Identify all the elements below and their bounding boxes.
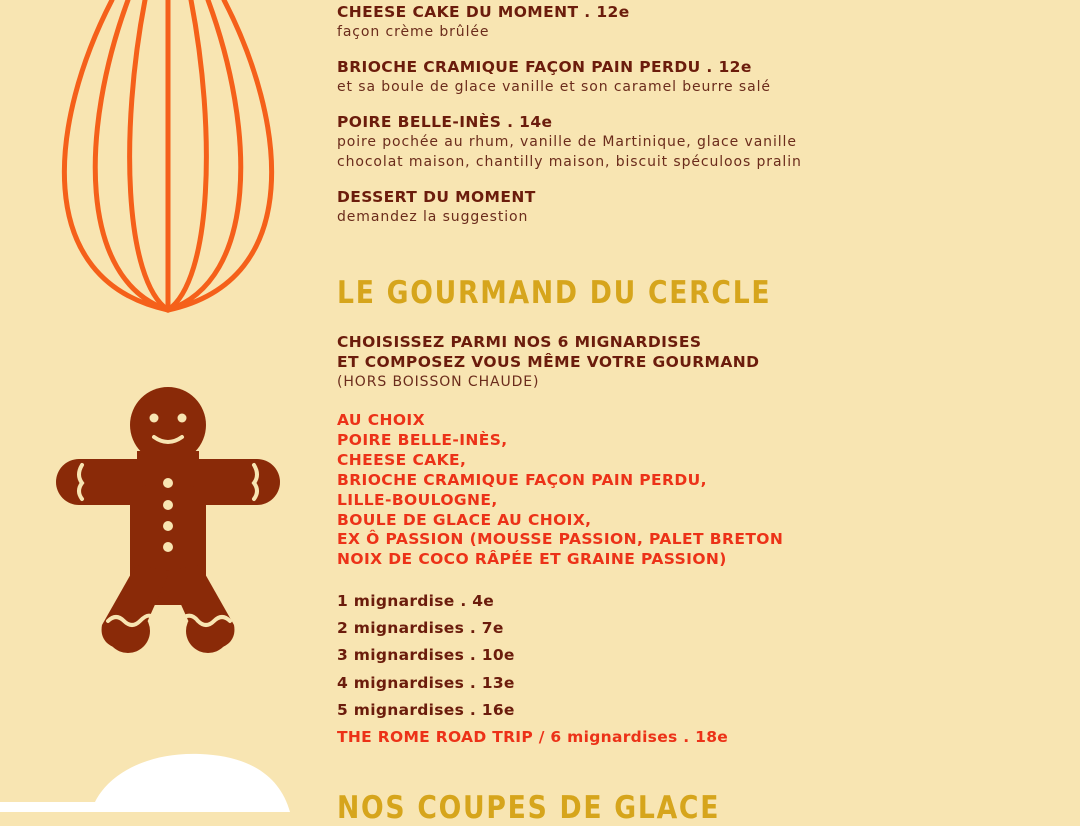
dessert-title: BRIOCHE CRAMIQUE FAÇON PAIN PERDU . 12e <box>337 58 752 76</box>
choice-item: EX Ô PASSION (MOUSSE PASSION, PALET BRETON <box>337 530 784 549</box>
gourmand-prices <box>337 588 728 751</box>
price-line: 2 mignardises . 7e <box>337 619 504 638</box>
choice-item: CHEESE CAKE, <box>337 450 467 469</box>
price-line: 5 mignardises . 16e <box>337 700 515 719</box>
dessert-item <box>337 2 630 42</box>
choice-item: NOIX DE COCO RÂPÉE ET GRAINE PASSION) <box>337 550 727 569</box>
section-title-coupes: NOS COUPES DE GLACE <box>337 790 721 826</box>
dessert-title: DESSERT DU MOMENT <box>337 188 536 206</box>
dessert-description: et sa boule de glace vanille et son caramel beurre salé <box>337 79 771 95</box>
dessert-description: demandez la suggestion <box>337 209 529 225</box>
gourmand-intro <box>337 332 759 392</box>
price-line: 3 mignardises . 10e <box>337 646 515 665</box>
price-line: 4 mignardises . 13e <box>337 673 515 692</box>
dessert-item <box>337 187 536 227</box>
choice-item: LILLE-BOULOGNE, <box>337 490 498 509</box>
dessert-description: façon crème brûlée <box>337 24 490 40</box>
dessert-description: poire pochée au rhum, vanille de Martinique, glace vanille <box>337 134 797 150</box>
price-line: 1 mignardise . 4e <box>337 592 495 610</box>
gingerbread-man-icon <box>52 385 284 655</box>
dessert-description: chocolat maison, chantilly maison, biscuit spéculoos pralin <box>337 154 802 170</box>
dessert-item <box>337 112 802 172</box>
choice-heading: AU CHOIX <box>337 411 425 429</box>
gourmand-note: (HORS BOISSON CHAUDE) <box>337 374 540 390</box>
cloud-shape <box>0 752 300 812</box>
special-price-line: THE ROME ROAD TRIP / 6 mignardises . 18e <box>337 728 729 747</box>
choice-item: BOULE DE GLACE AU CHOIX, <box>337 510 592 529</box>
choice-item: BRIOCHE CRAMIQUE FAÇON PAIN PERDU, <box>337 470 707 489</box>
dessert-item <box>337 57 771 97</box>
whisk-icon <box>50 0 290 320</box>
dessert-title: POIRE BELLE-INÈS . 14e <box>337 113 553 131</box>
dessert-title: CHEESE CAKE DU MOMENT . 12e <box>337 3 630 21</box>
gourmand-choices <box>337 411 783 570</box>
gourmand-intro-line: CHOISISSEZ PARMI NOS 6 MIGNARDISES <box>337 333 702 351</box>
choice-item: POIRE BELLE-INÈS, <box>337 430 508 449</box>
gourmand-intro-line: ET COMPOSEZ VOUS MÊME VOTRE GOURMAND <box>337 353 760 371</box>
section-title-gourmand: LE GOURMAND DU CERCLE <box>337 275 772 311</box>
